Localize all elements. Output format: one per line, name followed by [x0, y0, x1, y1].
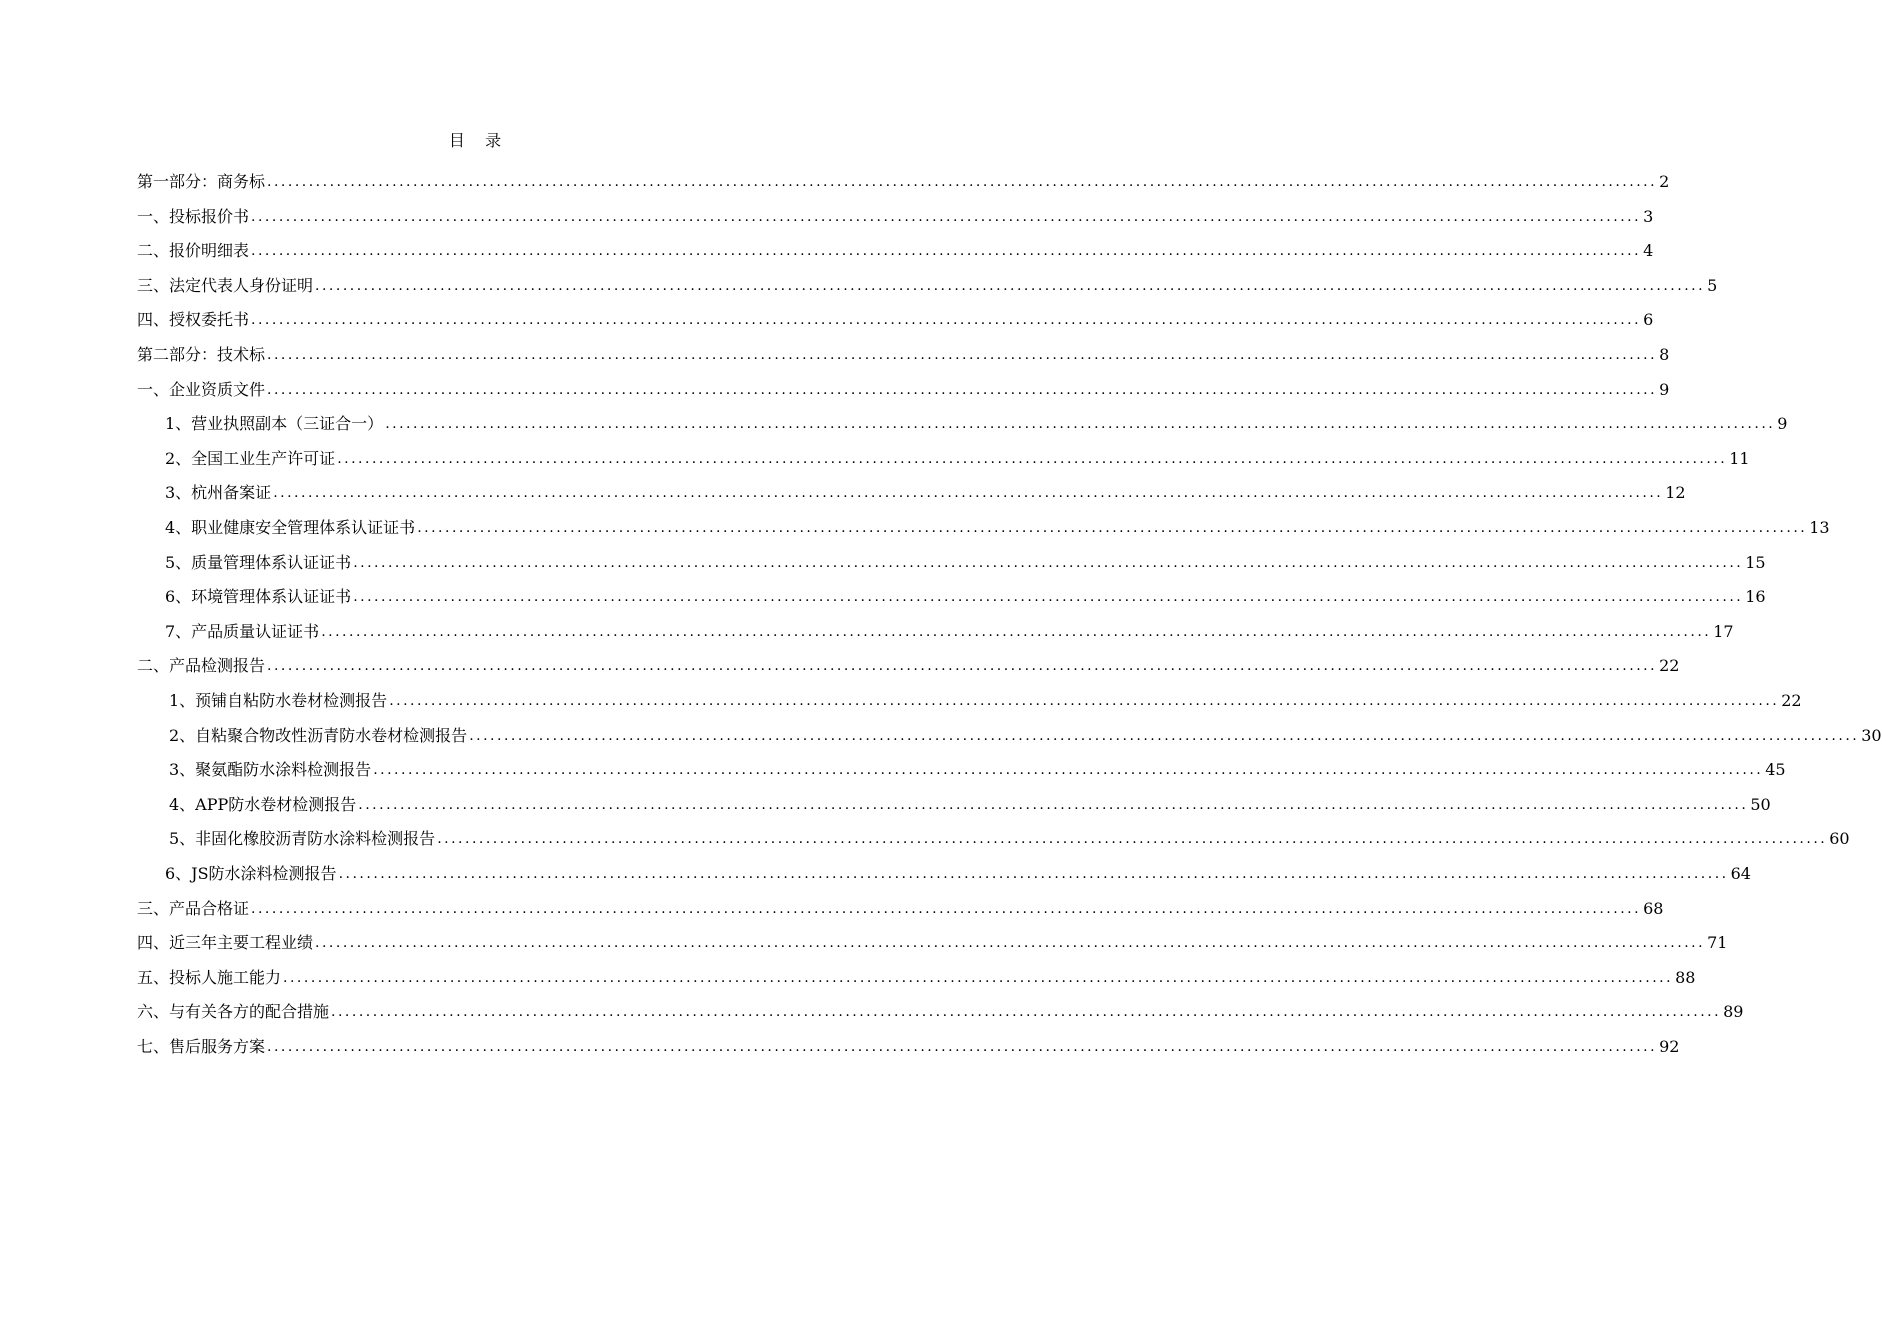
toc-entry[interactable] [165, 516, 1830, 540]
toc-entry[interactable] [169, 758, 1786, 782]
toc-entry[interactable] [169, 827, 1850, 851]
toc-entry-page-number: 22 [1781, 691, 1802, 710]
toc-entry-label: 七、售后服务方案 [137, 1037, 266, 1056]
toc-entry-label: 三、产品合格证 [137, 898, 250, 918]
toc-entry-label: 三、法定代表人身份证明 [137, 275, 314, 295]
dot-leader: ........................................................................................................................................................................................................ [315, 277, 1706, 294]
dot-leader: ........................................................................................................................................................................................................ [353, 589, 1744, 606]
toc-entry[interactable] [169, 793, 1771, 817]
toc-entry-label: 四、近三年主要工程业绩 [137, 933, 314, 953]
toc-entry[interactable] [169, 724, 1882, 748]
dot-leader: ........................................................................................................................................................................................................ [267, 658, 1658, 675]
toc-entry[interactable] [137, 170, 1670, 194]
toc-entry-page-number: 50 [1750, 794, 1771, 814]
toc-entry-page-number: 12 [1665, 483, 1686, 503]
toc-entry-page-number: 17 [1713, 621, 1734, 641]
toc-entry-page-number: 4 [1643, 241, 1654, 261]
toc-entry-label: 二、产品检测报告 [137, 656, 266, 676]
toc-entry[interactable] [137, 1035, 1680, 1059]
toc-entry[interactable] [165, 862, 1751, 886]
dot-leader: ........................................................................................................................................................................................................ [251, 208, 1642, 225]
toc-entry[interactable] [165, 481, 1686, 505]
toc-entry[interactable] [137, 343, 1670, 367]
toc-entry[interactable] [137, 1000, 1744, 1024]
dot-leader: ........................................................................................................................................................................................................ [358, 796, 1749, 813]
toc-entry-label: 4、APP防水卷材检测报告 [169, 794, 357, 814]
toc-entry-page-number: 6 [1643, 310, 1654, 330]
toc-entry-label: 3、杭州备案证 [165, 483, 272, 503]
toc-entry-page-number: 2 [1659, 172, 1670, 191]
toc-entry[interactable] [137, 966, 1696, 990]
toc-entry-label: 7、产品质量认证证书 [165, 621, 320, 641]
dot-leader: ........................................................................................................................................................................................................ [437, 831, 1828, 848]
toc-entry-label: 3、聚氨酯防水涂料检测报告 [169, 760, 372, 780]
toc-entry-page-number: 8 [1659, 345, 1670, 364]
dot-leader: ........................................................................................................................................................................................................ [469, 727, 1860, 744]
dot-leader: ........................................................................................................................................................................................................ [417, 520, 1808, 536]
toc-entry[interactable] [165, 620, 1734, 644]
toc-entry-label: 5、非固化橡胶沥青防水涂料检测报告 [169, 829, 436, 849]
dot-leader: ........................................................................................................................................................................................................ [267, 381, 1658, 398]
toc-entry-label: 6、JS防水涂料检测报告 [165, 864, 337, 883]
toc-entry-page-number: 13 [1809, 518, 1830, 537]
toc-entry[interactable] [169, 689, 1802, 713]
dot-leader: ........................................................................................................................................................................................................ [267, 174, 1658, 190]
toc-entry-label: 一、企业资质文件 [137, 379, 266, 399]
toc-entry-page-number: 64 [1730, 864, 1751, 883]
toc-entry-page-number: 15 [1745, 552, 1766, 572]
dot-leader: ........................................................................................................................................................................................................ [283, 969, 1674, 986]
toc-title: 目 录 [448, 131, 502, 150]
toc-entry-page-number: 16 [1745, 587, 1766, 607]
dot-leader: ........................................................................................................................................................................................................ [338, 866, 1729, 882]
toc-entry-page-number: 5 [1707, 275, 1718, 295]
toc-entry[interactable] [137, 205, 1654, 229]
toc-entry-label: 1、预铺自粘防水卷材检测报告 [169, 691, 388, 710]
toc-entry-page-number: 45 [1765, 760, 1786, 780]
dot-leader: ........................................................................................................................................................................................................ [315, 935, 1706, 952]
dot-leader: ........................................................................................................................................................................................................ [389, 693, 1780, 709]
toc-entry[interactable] [137, 308, 1654, 332]
toc-entry-page-number: 22 [1659, 656, 1680, 676]
dot-leader: ........................................................................................................................................................................................................ [267, 1039, 1658, 1055]
toc-entry-page-number: 89 [1723, 1002, 1744, 1022]
toc-entry-label: 2、全国工业生产许可证 [165, 448, 336, 468]
toc-entry-page-number: 3 [1643, 206, 1654, 226]
toc-entry[interactable] [137, 274, 1718, 298]
dot-leader: ........................................................................................................................................................................................................ [251, 312, 1642, 329]
toc-entry-page-number: 9 [1777, 414, 1788, 434]
dot-leader: ........................................................................................................................................................................................................ [251, 243, 1642, 260]
toc-entry-label: 第一部分：商务标 [137, 172, 266, 191]
toc-entry-page-number: 68 [1643, 898, 1664, 918]
dot-leader: ........................................................................................................................................................................................................ [273, 485, 1664, 502]
toc-entry-label: 第二部分：技术标 [137, 345, 266, 364]
toc-entry[interactable] [165, 447, 1750, 471]
toc-entry-page-number: 71 [1707, 933, 1728, 953]
toc-entry-page-number: 11 [1729, 448, 1750, 468]
toc-entry-page-number: 9 [1659, 379, 1670, 399]
dot-leader: ........................................................................................................................................................................................................ [373, 762, 1764, 779]
dot-leader: ........................................................................................................................................................................................................ [267, 347, 1658, 363]
toc-entry-page-number: 92 [1659, 1037, 1680, 1056]
toc-entry-label: 2、自粘聚合物改性沥青防水卷材检测报告 [169, 725, 468, 745]
toc-entry-page-number: 88 [1675, 967, 1696, 987]
toc-entry-label: 二、报价明细表 [137, 241, 250, 261]
toc-entry[interactable] [137, 654, 1680, 678]
toc-entry-label: 1、营业执照副本（三证合一） [165, 414, 384, 434]
toc-entry-label: 4、职业健康安全管理体系认证证书 [165, 518, 416, 537]
dot-leader: ........................................................................................................................................................................................................ [337, 450, 1728, 467]
toc-entry-label: 四、授权委托书 [137, 310, 250, 330]
toc-entry[interactable] [137, 931, 1728, 955]
dot-leader: ........................................................................................................................................................................................................ [321, 623, 1712, 640]
toc-entry-label: 5、质量管理体系认证证书 [165, 552, 352, 572]
dot-leader: ........................................................................................................................................................................................................ [385, 416, 1776, 433]
toc-entry-page-number: 30 [1861, 725, 1882, 745]
toc-entry[interactable] [137, 378, 1670, 402]
toc-entry[interactable] [137, 897, 1664, 921]
toc-entry-label: 六、与有关各方的配合措施 [137, 1002, 330, 1022]
toc-entry[interactable] [165, 412, 1788, 436]
toc-entry[interactable] [165, 551, 1766, 575]
dot-leader: ........................................................................................................................................................................................................ [251, 900, 1642, 917]
toc-entry-label: 一、投标报价书 [137, 206, 250, 226]
dot-leader: ........................................................................................................................................................................................................ [331, 1004, 1722, 1021]
dot-leader: ........................................................................................................................................................................................................ [353, 554, 1744, 571]
toc-entry-label: 五、投标人施工能力 [137, 967, 282, 987]
toc-entry-page-number: 60 [1829, 829, 1850, 849]
toc-entry[interactable] [137, 239, 1654, 263]
toc-entry[interactable] [165, 585, 1766, 609]
toc-entry-label: 6、环境管理体系认证证书 [165, 587, 352, 607]
